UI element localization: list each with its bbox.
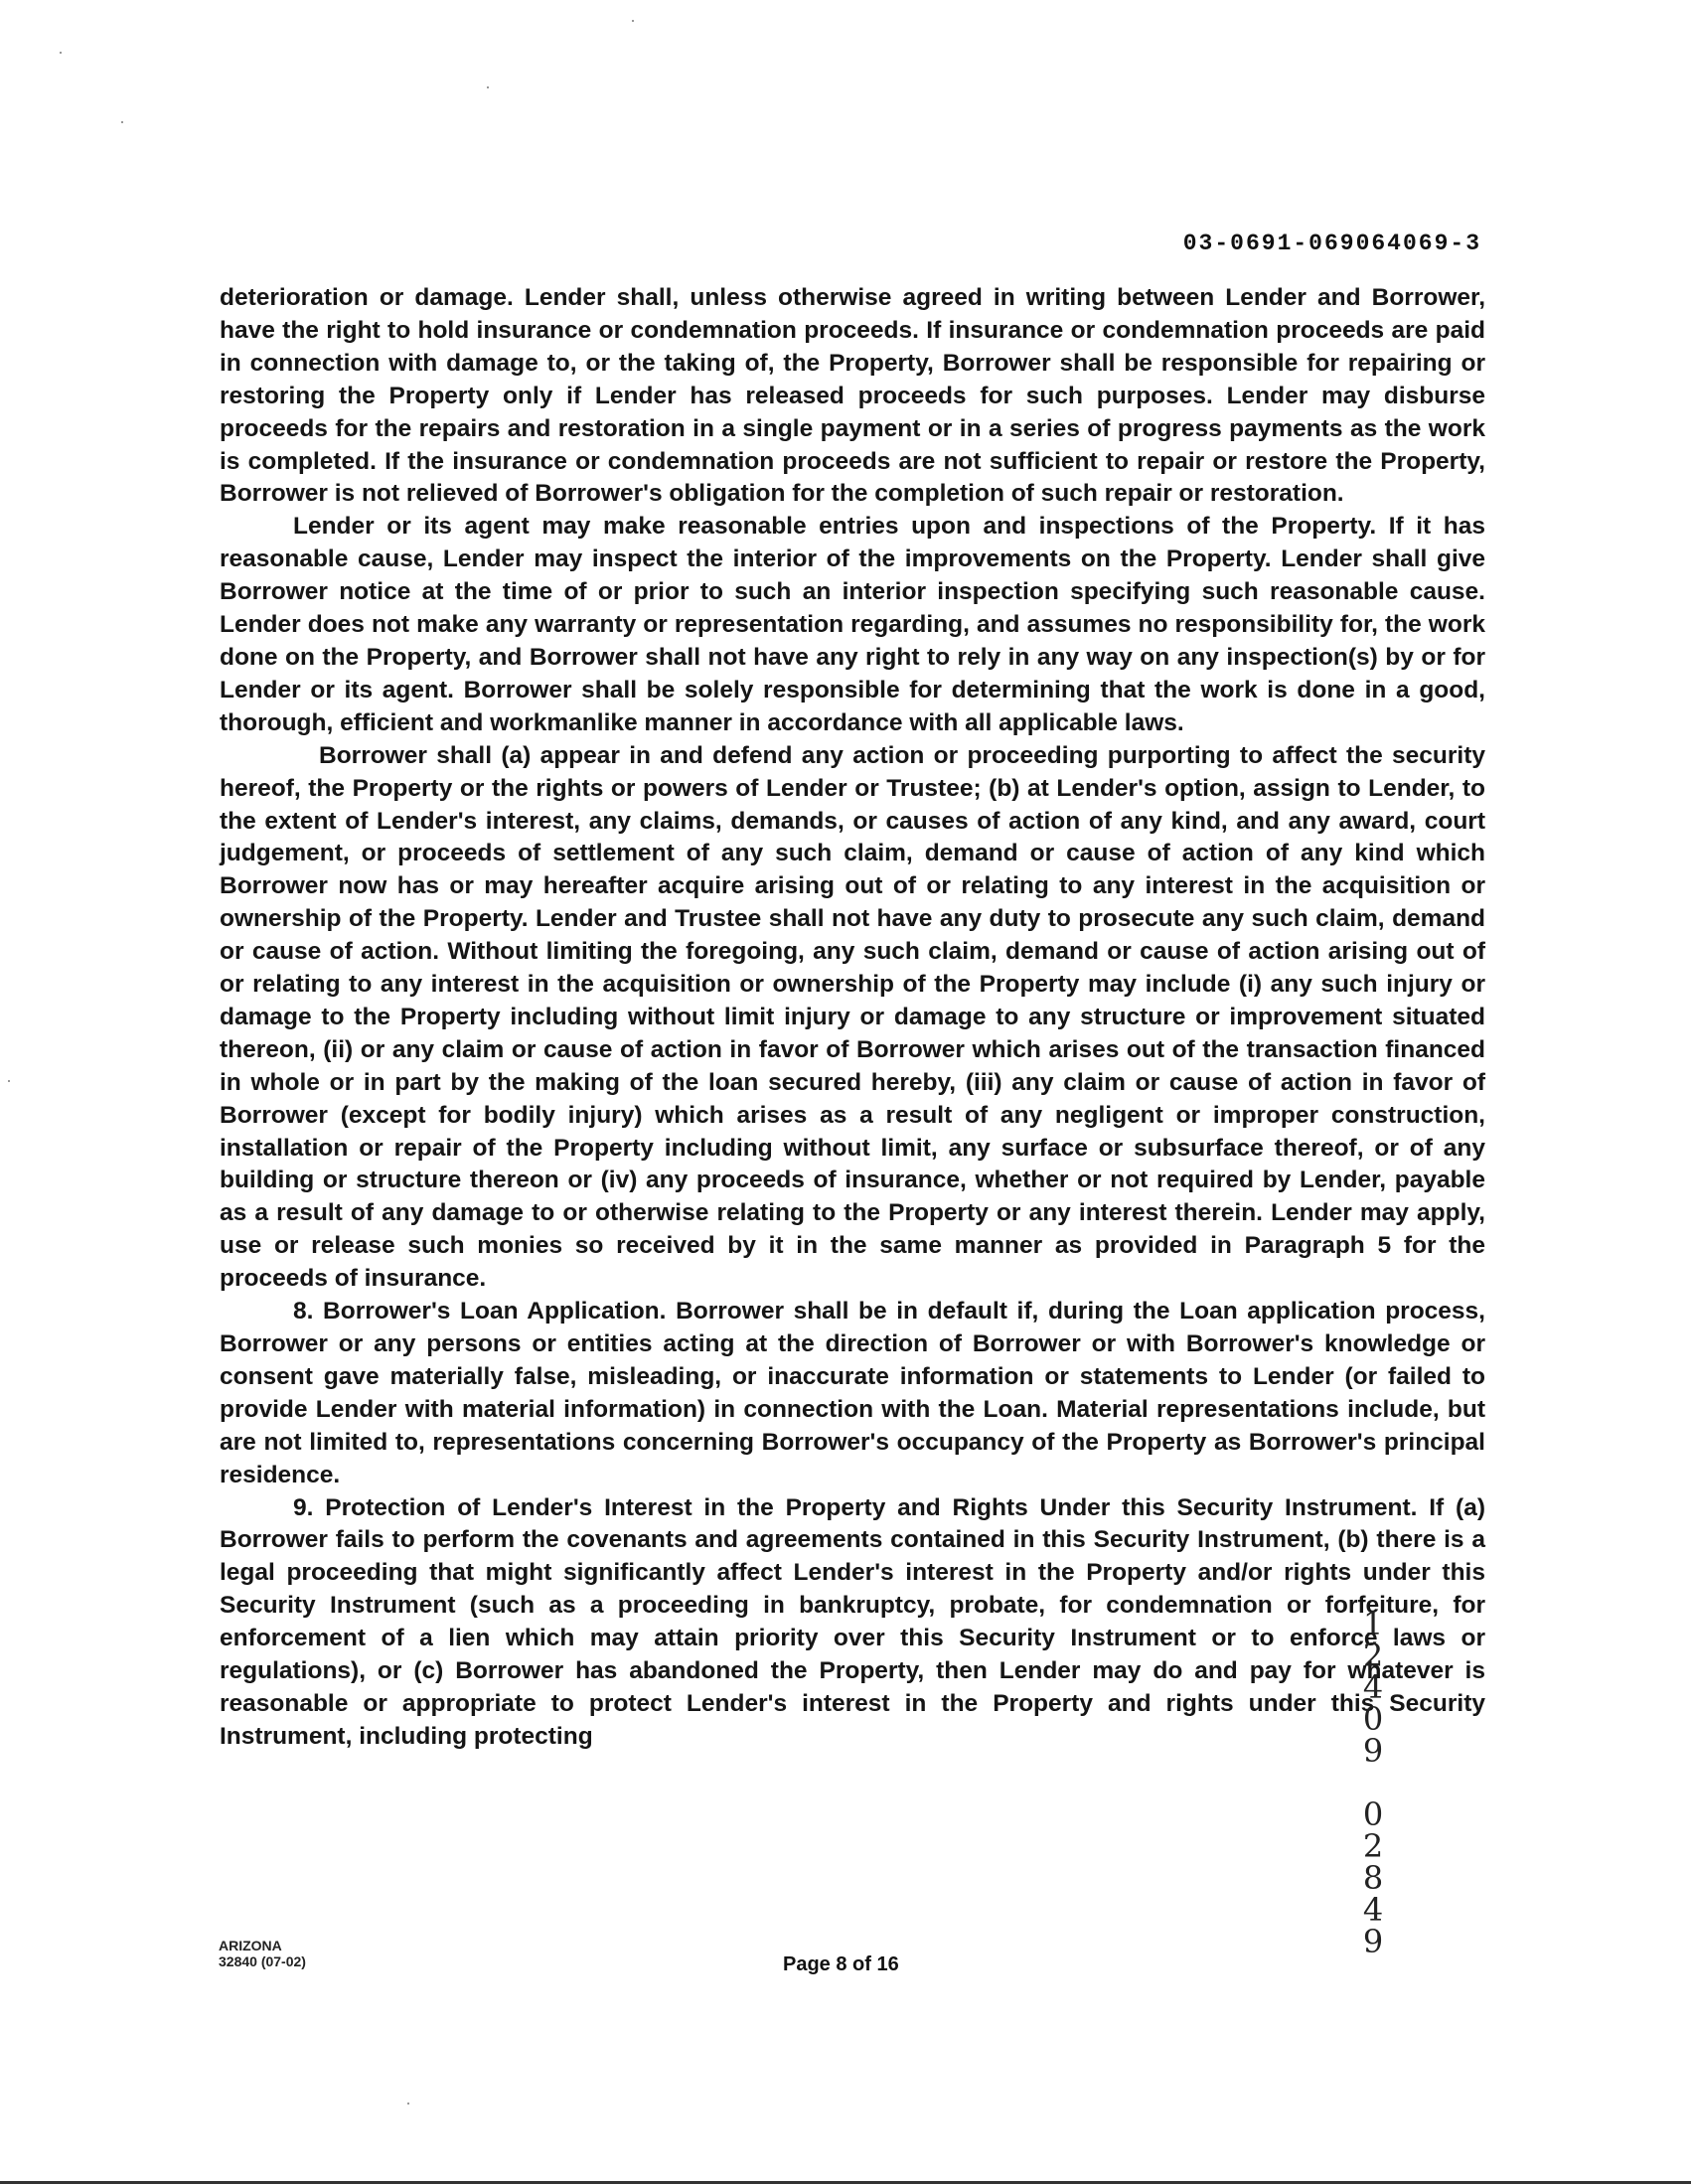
recording-stamp: 12409 02849: [1354, 1605, 1392, 1954]
scan-speck: [60, 52, 62, 54]
section-9-heading: 9. Protection of Lender's Interest in the Property and Rights Under this Security Instrument.: [293, 1493, 1418, 1521]
document-number: 03-0691-069064069-3: [1182, 231, 1481, 256]
document-body: [220, 282, 1485, 1754]
section-9-text: If (a) Borrower fails to perform the covenants and agreements contained in this Security Instrument, (b) there is a legal proceeding that might significantly affect Lender's interest in the Property and/or rights under this Security Instrument (such as a proceeding in bankruptcy, probate, for condemnation or forfeiture, for enforcement of a lien which may attain priority over this Security Instrument or to enforce laws or regulations), or (c) Borrower has abandoned the Property, then Lender may do and pay for whatever is reasonable or appropriate to protect Lender's interest in the Property and rights under this Security Instrument, including protecting: [220, 1493, 1485, 1750]
footer-state: ARIZONA: [219, 1938, 282, 1953]
scan-speck: [632, 20, 634, 22]
paragraph-defense: Borrower shall (a) appear in and defend any action or proceeding purporting to affect the security hereof, the Property or the rights or powers of Lender or Trustee; (b) at Lender's option, assign to Lender, to the extent of Lender's interest, any claims, demands, or causes of action of any kind, and any award, court judgement, or proceeds of settlement of any such claim, demand or cause of action of any kind which Borrower now has or may hereafter acquire arising out of or relating to any interest in the acquisition or ownership of the Property. Lender and Trustee shall not have any duty to prosecute any such claim, demand or cause of action. Without limiting the foregoing, any such claim, demand or cause of action arising out of or relating to any interest in the acquisition or ownership of the Property may include (i) any such injury or damage to the Property including without limit injury or damage to any structure or improvement situated thereon, (ii) or any claim or cause of action in favor of Borrower which arises out of the transaction financed in whole or in part by the making of the loan secured hereby, (iii) any claim or cause of action in favor of Borrower (except for bodily injury) which arises as a result of any negligent or improper construction, installation or repair of the Property including without limit, any surface or subsurface thereof, or of any building or structure thereon or (iv) any proceeds of insurance, whether or not required by Lender, payable as a result of any damage to or otherwise relating to the Property or any interest therein. Lender may apply, use or release such monies so received by it in the same manner as provided in Paragraph 5 for the proceeds of insurance.: [220, 741, 1485, 1293]
scan-speck: [407, 2103, 409, 2105]
section-8-text: Borrower shall be in default if, during the Loan application process, Borrower or any persons or entities acting at the direction of Borrower or with Borrower's knowledge or consent gave materially false, misleading, or inaccurate information or statements to Lender (or failed to provide Lender with material information) in connection with the Loan. Material representations include, but are not limited to, representations concerning Borrower's occupancy of the Property as Borrower's principal residence.: [220, 1298, 1485, 1488]
scan-speck: [487, 86, 489, 88]
paragraph-continuation: deterioration or damage. Lender shall, unless otherwise agreed in writing between Lender and Borrower, have the right to hold insurance or condemnation proceeds. If insurance or condemnation proceeds are paid in connection with damage to, or the taking of, the Property, Borrower shall be responsible for repairing or restoring the Property only if Lender has released proceeds for such purposes. Lender may disburse proceeds for the repairs and restoration in a single payment or in a series of progress payments as the work is completed. If the insurance or condemnation proceeds are not sufficient to repair or restore the Property, Borrower is not relieved of Borrower's obligation for the completion of such repair or restoration.: [220, 284, 1485, 508]
scan-speck: [121, 121, 123, 123]
paragraph-inspection: Lender or its agent may make reasonable entries upon and inspections of the Property. If it has reasonable cause, Lender may inspect the interior of the improvements on the Property. Lender shall give Borrower notice at the time of or prior to such an interior inspection specifying such reasonable cause. Lender does not make any warranty or representation regarding, and assumes no responsibility for, the work done on the Property, and Borrower shall not have any right to rely in any way on any inspection(s) by or for Lender or its agent. Borrower shall be solely responsible for determining that the work is done in a good, thorough, efficient and workmanlike manner in accordance with all applicable laws.: [220, 513, 1485, 736]
section-9-protection: [220, 1492, 1485, 1754]
page-number: Page 8 of 16: [783, 1953, 899, 1975]
footer-form-code: 32840 (07-02): [219, 1953, 306, 1969]
section-8-heading: 8. Borrower's Loan Application.: [293, 1298, 667, 1326]
section-8-loan-application: [220, 1296, 1485, 1491]
scan-speck: [8, 1080, 10, 1082]
footer-form-info: [219, 1938, 306, 1969]
